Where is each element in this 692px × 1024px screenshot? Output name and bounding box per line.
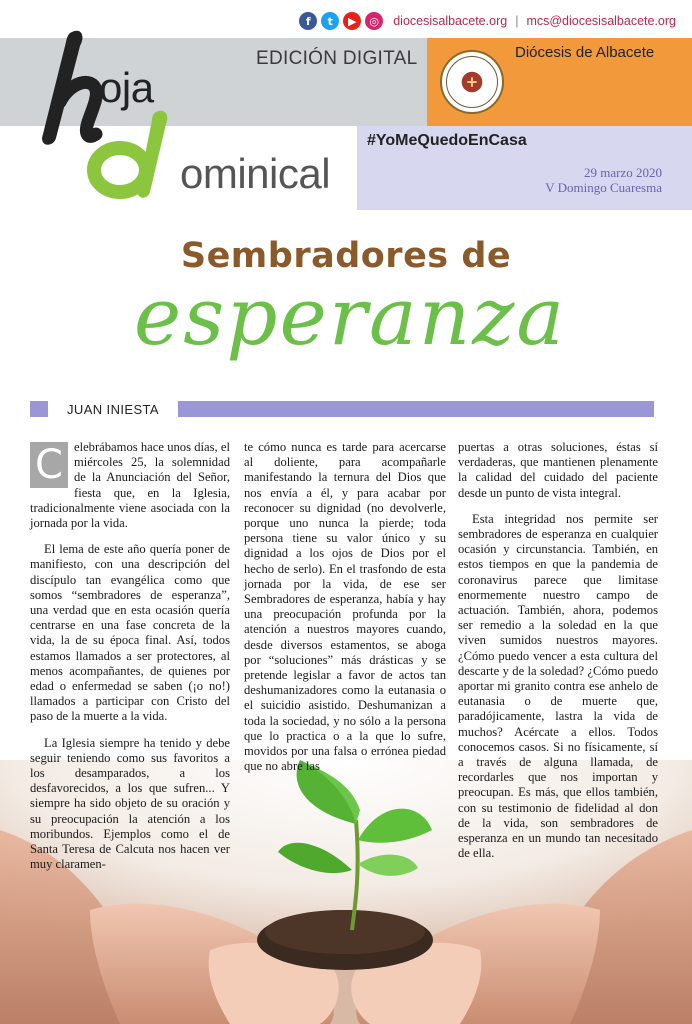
social-bar [299, 10, 676, 32]
paragraph: te cómo nunca es tarde para acercarse al doliente, para acompañarle manifestando la ternura del Dios que nos envía a él, y para acabar por reconocer su dignidad (no devolverle, porque uno nunca la pierde; toda persona tiene su valor único y su dignidad a los ojos de Dios por el hecho de serlo). En el trasfondo de esta jornada por la vida, de ese ser Sembradores de esperanza, había y hay una preocupación profunda por la atención a nuestros mayores cuando, desde diversos estamentos, se aboga por “soluciones” más drásticas y se pretende legislar a favor de actos tan deshumanizadores como la eutanasia o el suicidio asistido. Deshumanizan a toda la sociedad, y no sólo a la persona que lo practica o a la que lo sufre, movidos por una falsa o errónea piedad que no abre las [244, 440, 446, 774]
hashtag: #YoMeQuedoEnCasa [367, 132, 527, 149]
article-column-1 [30, 440, 230, 883]
article-column-3 [458, 440, 658, 872]
instagram-icon[interactable]: ◎ [365, 12, 383, 30]
article-title-line1: Sembradores de [180, 236, 512, 276]
paragraph: La Iglesia siempre ha tenido y debe seguir teniendo como sus favoritos a los desamparados, a los desfavorecidos, a los que sufren... Y siempre ha sido objeto de su oración y su preocupación la atención a los moribundos. Ejemplos como el de Santa Teresa de Calcuta nos hacen ver muy claramen- [30, 735, 230, 872]
paragraph: El lema de este año quería poner de manifiesto, con una descripción del discípulo tan evangélica como que somos “sembradores de esperanza”, una verdad que en esta ocasión quería centrarse en una fase concreta de la vida, la de su época final. Así, todos estamos llamados a ser protectores, al menos acompañantes, de quienes por edad o enfermedad se saben (¡o no!) llamados a participar con Cristo del paso de la muerte a la vida. [30, 542, 230, 724]
email-link[interactable]: mcs@diocesisalbacete.org [526, 14, 676, 28]
twitter-icon[interactable]: t [321, 12, 339, 30]
paragraph [30, 440, 230, 531]
logo-ominical-text: ominical [180, 150, 331, 197]
edition-label: EDICIÓN DIGITAL [256, 48, 418, 69]
drop-cap: C [30, 442, 68, 488]
paragraph-text: elebrábamos hace unos días, el miércoles 25, la solemnidad de la Anunciación del Señor, fiesta que, en la Iglesia, tradicionalmente viene asociada con la jornada por la vida. [30, 440, 230, 531]
author-bar-left [30, 401, 48, 417]
liturgical-sunday: V Domingo Cuaresma [545, 179, 662, 195]
logo-d-letter [84, 104, 184, 204]
separator: | [515, 14, 519, 28]
paragraph: puertas a otras soluciones, éstas sí verdaderas, que mantienen plenamente la calidad del cuidado del paciente desde un punto de vista integral. [458, 440, 658, 500]
author-name: JUAN INIESTA [67, 402, 159, 417]
paragraph: Esta integridad nos permite ser sembradores de esperanza en cualquier ocasión y circunstancia. También, en estos tiempos en que la pandemia de coronavirus parece que limitase enormemente nuestro campo de actuación. También, ahora, podemos ser remedio a la soledad en la que viven sumidos nuestros mayores. ¿Cómo puedo vencer a esta cultura del descarte y de la soledad? ¿Cómo puedo aportar mi granito contra ese anhelo de eutanasia o de muerte que, paradójicamente, lastra la vida de muchos? Acércate a ellos. Todos conocemos casos. Si no físicamente, sí a través de alguna llamada, de recordarles que nos importan y preocupan. Es más, que ellos también, con su testimonio de fidelidad al don de la vida, son sembradores de esperanza en un mundo tan necesitado de ella. [458, 511, 658, 861]
facebook-icon[interactable]: f [299, 12, 317, 30]
diocese-seal-logo [440, 50, 504, 114]
issue-date [545, 166, 662, 196]
date-text: 29 marzo 2020 [584, 165, 662, 180]
website-link[interactable]: diocesisalbacete.org [393, 14, 508, 28]
article-title-line2: esperanza [133, 270, 567, 363]
seal-graphic [442, 52, 502, 112]
diocese-name: Diócesis de Albacete [515, 44, 655, 61]
logo-oja-text: oja [99, 64, 154, 111]
article-column-2 [244, 440, 446, 785]
youtube-icon[interactable]: ▶ [343, 12, 361, 30]
author-bar-right [178, 401, 654, 417]
